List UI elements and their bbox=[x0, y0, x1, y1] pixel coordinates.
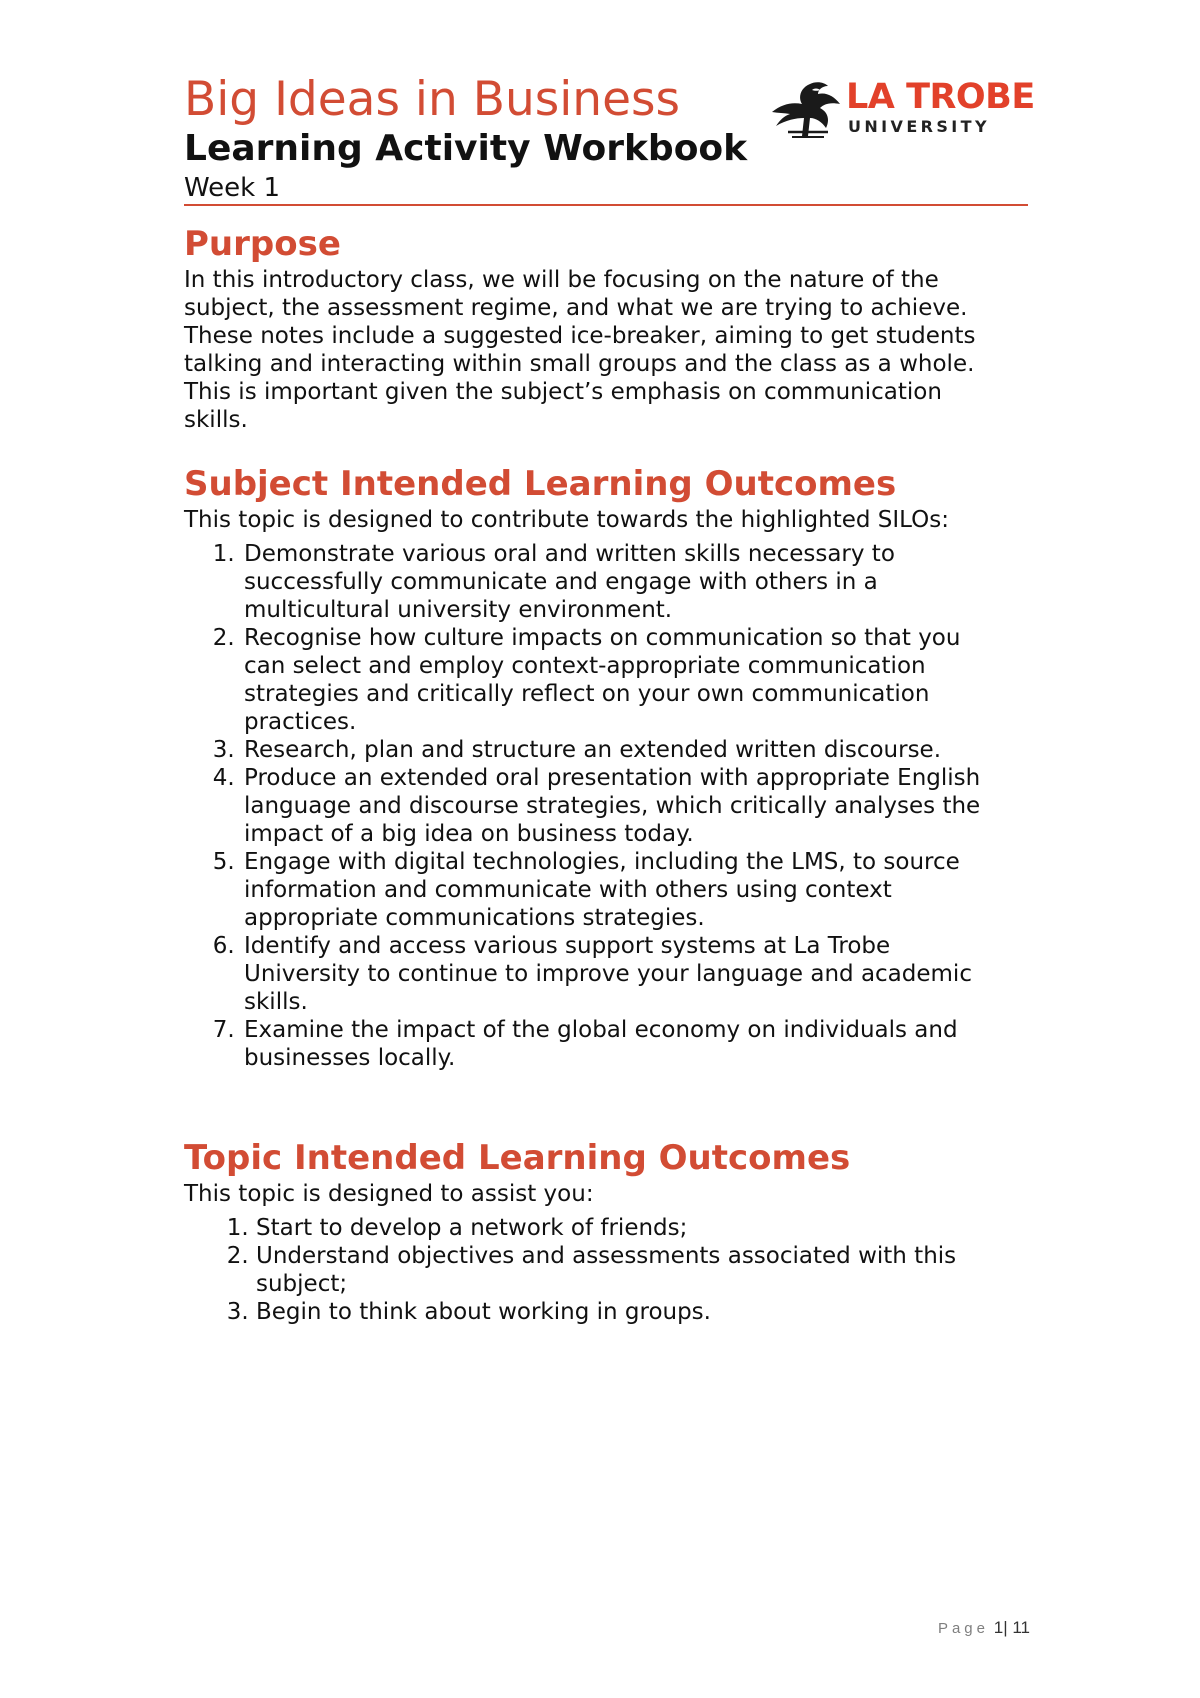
list-item-line: Engage with digital technologies, including the LMS, to source bbox=[244, 849, 960, 875]
silo-heading: Subject Intended Learning Outcomes bbox=[184, 464, 897, 504]
page-word: Page bbox=[937, 1620, 989, 1637]
list-item-line: Examine the impact of the global economy on individuals and bbox=[244, 1017, 958, 1043]
list-item-line: Produce an extended oral presentation with appropriate English bbox=[244, 765, 981, 791]
page-separator: | bbox=[1003, 1618, 1008, 1637]
silo-section bbox=[184, 462, 1030, 1072]
list-item-line: practices. bbox=[244, 709, 357, 735]
purpose-line: This is important given the subject’s emphasis on communication bbox=[184, 379, 942, 405]
list-item bbox=[242, 932, 1030, 1016]
purpose-paragraph bbox=[184, 266, 1030, 434]
list-item-line: successfully communicate and engage with others in a bbox=[244, 569, 878, 595]
logo-name: LA TROBE bbox=[846, 77, 1035, 117]
list-item bbox=[242, 1016, 1030, 1072]
list-item bbox=[242, 624, 1030, 736]
list-item bbox=[242, 540, 1030, 624]
tilo-list bbox=[184, 1214, 1030, 1326]
list-item-line: Begin to think about working in groups. bbox=[256, 1299, 711, 1325]
purpose-line: In this introductory class, we will be focusing on the nature of the bbox=[184, 267, 939, 293]
list-item bbox=[242, 736, 1030, 764]
tilo-intro: This topic is designed to assist you: bbox=[184, 1181, 594, 1207]
page-footer bbox=[860, 1618, 1030, 1638]
list-item-line: businesses locally. bbox=[244, 1045, 456, 1071]
list-item-line: Demonstrate various oral and written skills necessary to bbox=[244, 541, 895, 567]
list-item-line: skills. bbox=[244, 989, 308, 1015]
list-item-line: appropriate communications strategies. bbox=[244, 905, 705, 931]
silo-intro: This topic is designed to contribute towards the highlighted SILOs: bbox=[184, 507, 949, 533]
page-number: 1 bbox=[993, 1618, 1004, 1637]
list-item bbox=[242, 764, 1030, 848]
purpose-line: skills. bbox=[184, 407, 248, 433]
list-item-line: Recognise how culture impacts on communication so that you bbox=[244, 625, 961, 651]
document-subtitle: Learning Activity Workbook bbox=[184, 128, 748, 169]
list-item-line: language and discourse strategies, which critically analyses the bbox=[244, 793, 981, 819]
list-item-line: strategies and critically reflect on your own communication bbox=[244, 681, 930, 707]
list-item-line: subject; bbox=[256, 1271, 348, 1297]
list-item-line: Research, plan and structure an extended written discourse. bbox=[244, 737, 942, 763]
list-item-line: Identify and access various support systems at La Trobe bbox=[244, 933, 891, 959]
list-item bbox=[242, 848, 1030, 932]
page-total: 11 bbox=[1012, 1618, 1030, 1637]
list-item-line: information and communicate with others using context bbox=[244, 877, 892, 903]
tilo-heading: Topic Intended Learning Outcomes bbox=[184, 1138, 851, 1178]
list-item-line: impact of a big idea on business today. bbox=[244, 821, 694, 847]
eagle-icon bbox=[768, 76, 844, 142]
week-label: Week 1 bbox=[184, 173, 281, 203]
list-item bbox=[256, 1298, 1030, 1326]
document-body bbox=[184, 222, 1030, 1326]
document-title: Big Ideas in Business bbox=[184, 72, 680, 127]
silo-list bbox=[184, 540, 1030, 1072]
header-divider bbox=[184, 204, 1028, 206]
list-item bbox=[256, 1242, 1030, 1298]
purpose-section bbox=[184, 222, 1030, 434]
list-item-line: Start to develop a network of friends; bbox=[256, 1215, 688, 1241]
list-item-line: can select and employ context-appropriate communication bbox=[244, 653, 926, 679]
purpose-line: talking and interacting within small groups and the class as a whole. bbox=[184, 351, 975, 377]
purpose-line: These notes include a suggested ice-breaker, aiming to get students bbox=[184, 323, 976, 349]
list-item bbox=[256, 1214, 1030, 1242]
list-item-line: University to continue to improve your language and academic bbox=[244, 961, 972, 987]
logo-subname: UNIVERSITY bbox=[848, 117, 990, 136]
purpose-heading: Purpose bbox=[184, 224, 341, 264]
tilo-section bbox=[184, 1136, 1030, 1326]
list-item-line: multicultural university environment. bbox=[244, 597, 673, 623]
purpose-line: subject, the assessment regime, and what we are trying to achieve. bbox=[184, 295, 968, 321]
list-item-line: Understand objectives and assessments associated with this bbox=[256, 1243, 957, 1269]
la-trobe-logo bbox=[768, 76, 1034, 142]
